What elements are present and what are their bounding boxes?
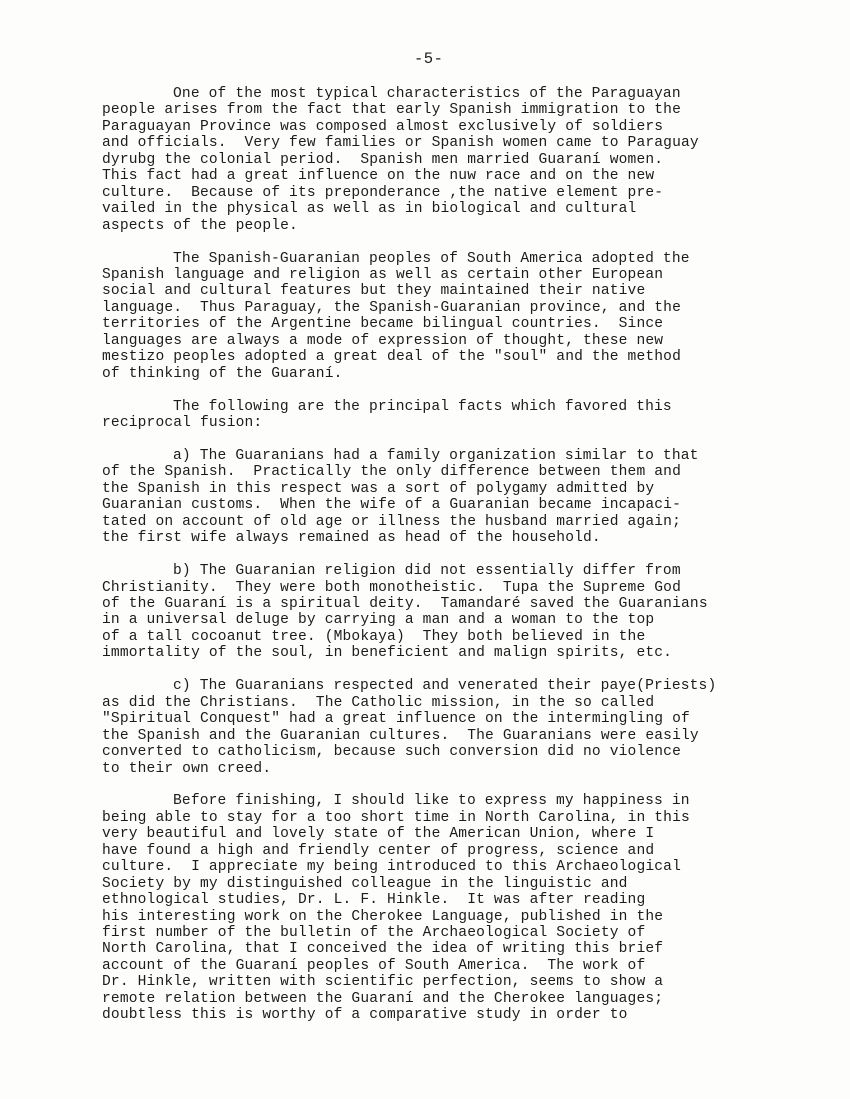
- paragraph-line: in a universal deluge by carrying a man and a woman to the top: [102, 612, 655, 629]
- paragraph-line: as did the Christians. The Catholic mission, in the so called: [102, 694, 655, 711]
- paragraph-line: This fact had a great influence on the nuw race and on the new: [102, 168, 655, 185]
- paragraph-first-line: The following are the principal facts which favored this: [173, 398, 672, 415]
- paragraph-first-line: One of the most typical characteristics of the Paraguayan: [173, 86, 681, 102]
- paragraph-line: language. Thus Paraguay, the Spanish-Guaranian province, and the: [102, 299, 681, 316]
- paragraph-line: North Carolina, that I conceived the idea of writing this brief: [102, 941, 664, 958]
- paragraph-first-line: a) The Guaranians had a family organization similar to that: [173, 447, 699, 464]
- paragraph-first-line: b) The Guaranian religion did not essentially differ from: [173, 563, 681, 580]
- paragraph-line: converted to catholicism, because such conversion did no violence: [102, 744, 681, 761]
- paragraph-line: Paraguayan Province was composed almost exclusively of soldiers: [102, 118, 664, 135]
- paragraph-line: the Spanish and the Guaranian cultures. The Guaranians were easily: [102, 727, 699, 744]
- paragraph-line: reciprocal fusion:: [102, 415, 263, 432]
- paragraph-line: languages are always a mode of expression of thought, these new: [102, 332, 664, 349]
- paragraph-first-line: c) The Guaranians respected and venerated their paye(Priests): [173, 678, 717, 695]
- paragraph-line: tated on account of old age or illness the husband married again;: [102, 513, 681, 530]
- paragraph-line: Guaranian customs. When the wife of a Guaranian became incapaci-: [102, 497, 681, 514]
- paragraph-line: people arises from the fact that early Spanish immigration to the: [102, 102, 681, 119]
- paragraph-line: culture. Because of its preponderance ,the native element pre-: [102, 184, 664, 201]
- paragraph-line: of thinking of the Guaraní.: [102, 365, 343, 382]
- paragraph-line: culture. I appreciate my being introduced to this Archaeological: [102, 859, 681, 876]
- paragraph: [102, 251, 792, 383]
- paragraph-line: of the Spanish. Practically the only difference between them and: [102, 464, 681, 481]
- paragraph-line: mestizo peoples adopted a great deal of the "soul" and the method: [102, 349, 681, 366]
- paragraph-line: his interesting work on the Cherokee Language, published in the: [102, 908, 664, 925]
- page-number: -5-: [414, 50, 444, 68]
- paragraph-line: of the Guaraní is a spiritual deity. Tamandaré saved the Guaranians: [102, 595, 708, 612]
- paragraph-line: Spanish language and religion as well as certain other European: [102, 266, 664, 283]
- paragraph-line: aspects of the people.: [102, 217, 298, 234]
- paragraph-line: account of the Guaraní peoples of South America. The work of: [102, 957, 646, 974]
- paragraph-line: very beautiful and lovely state of the American Union, where I: [102, 826, 655, 843]
- paragraph-line: "Spiritual Conquest" had a great influence on the intermingling of: [102, 711, 690, 728]
- paragraph-first-line: Before finishing, I should like to express my happiness in: [173, 793, 690, 810]
- paragraph-line: first number of the bulletin of the Archaeological Society of: [102, 925, 646, 942]
- paragraph: [102, 563, 792, 662]
- paragraph-line: to their own creed.: [102, 760, 272, 777]
- paragraph-first-line: The Spanish-Guaranian peoples of South America adopted the: [173, 250, 690, 267]
- paragraph-line: of a tall cocoanut tree. (Mbokaya) They both believed in the: [102, 628, 646, 645]
- paragraph: [102, 448, 792, 547]
- paragraph: [102, 678, 792, 777]
- document-body: [102, 86, 792, 1040]
- paragraph-line: Christianity. They were both monotheistic. Tupa the Supreme God: [102, 579, 681, 596]
- paragraph-line: the first wife always remained as head of the household.: [102, 530, 601, 547]
- paragraph: [102, 86, 792, 234]
- paragraph-line: vailed in the physical as well as in biological and cultural: [102, 201, 637, 218]
- paragraph-line: dyrubg the colonial period. Spanish men married Guaraní women.: [102, 151, 664, 168]
- paragraph: [102, 793, 792, 1023]
- paragraph-line: doubtless this is worthy of a comparative study in order to: [102, 1007, 628, 1024]
- paragraph-line: the Spanish in this respect was a sort of polygamy admitted by: [102, 480, 655, 497]
- paragraph-line: Dr. Hinkle, written with scientific perfection, seems to show a: [102, 974, 664, 991]
- paragraph-line: territories of the Argentine became bilingual countries. Since: [102, 316, 664, 333]
- paragraph-line: have found a high and friendly center of progress, science and: [102, 842, 655, 859]
- paragraph-line: and officials. Very few families or Spanish women came to Paraguay: [102, 135, 699, 152]
- paragraph: [102, 399, 792, 432]
- paragraph-line: ethnological studies, Dr. L. F. Hinkle. It was after reading: [102, 892, 646, 909]
- paragraph-line: remote relation between the Guaraní and the Cherokee languages;: [102, 990, 664, 1007]
- paragraph-line: being able to stay for a too short time in North Carolina, in this: [102, 809, 690, 826]
- paragraph-line: immortality of the soul, in beneficient and malign spirits, etc.: [102, 645, 673, 662]
- paragraph-line: social and cultural features but they maintained their native: [102, 283, 646, 300]
- paragraph-line: Society by my distinguished colleague in the linguistic and: [102, 875, 628, 892]
